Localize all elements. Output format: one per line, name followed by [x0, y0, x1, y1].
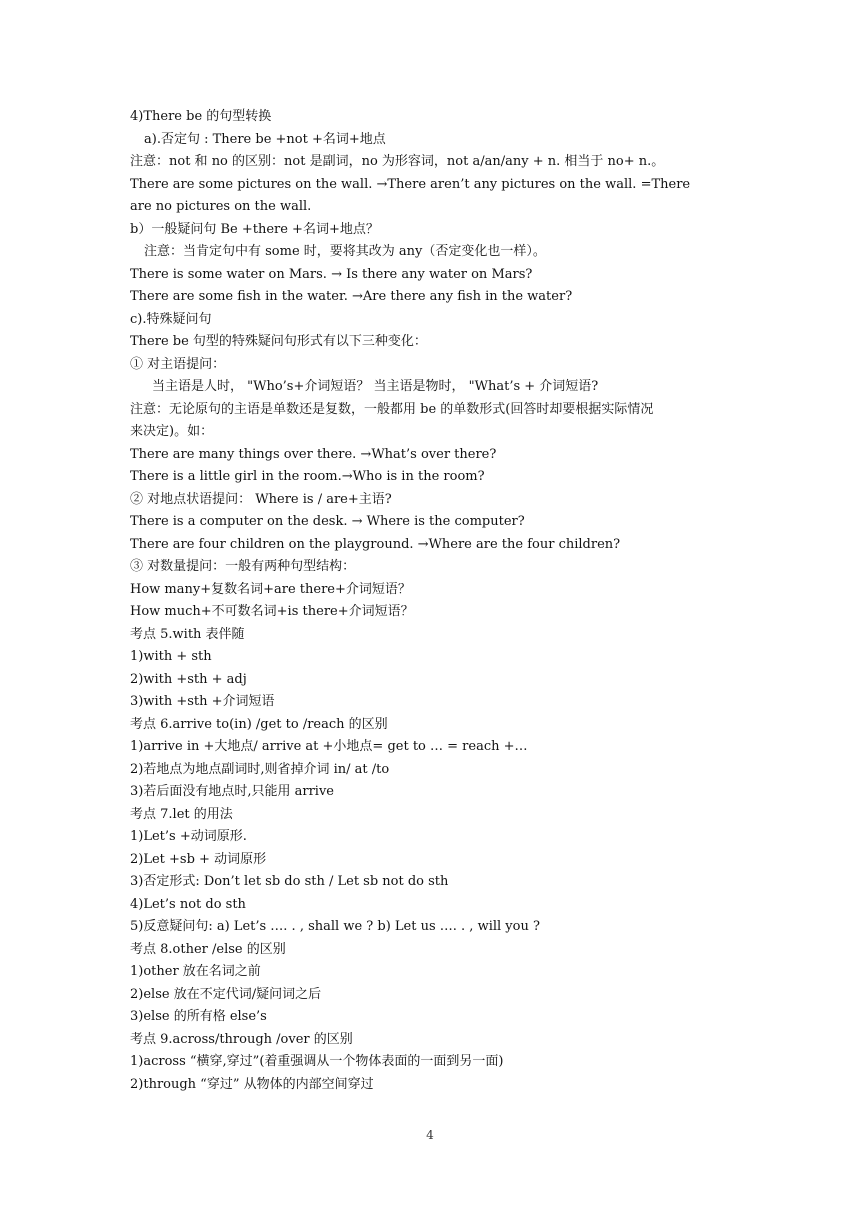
text-line: b）一般疑问句 Be +there +名词+地点？ [130, 221, 379, 237]
text-line: 当主语是人时， "Who’s+介词短语？ 当主语是物时， "What’s + 介词短语? [152, 379, 599, 394]
text-line: 2)若地点为地点副词时,则省掉介词 in/ at /to [130, 761, 390, 777]
text-line: 考点 9.across/through /over 的区别 [130, 1031, 353, 1047]
text-line: ② 对地点状语提问： Where is / are+主语? [130, 491, 392, 507]
page-number: 4 [426, 1128, 434, 1142]
text-line: 注意：not 和 no 的区别：not 是副词，no 为形容词，not a/an/any + n. 相当于 no+ n.。 [130, 154, 665, 169]
text-line: 4)There be 的句型转换 [130, 109, 272, 124]
text-line: 来决定)。如： [130, 424, 214, 439]
text-line: There are some pictures on the wall. →There aren’t any pictures on the wall. =There [130, 176, 691, 192]
text-line: How many+复数名词+are there+介词短语？ [130, 581, 411, 597]
text-line: 考点 7.let 的用法 [130, 806, 233, 822]
text-line: ③ 对数量提问：一般有两种句型结构： [130, 559, 356, 574]
text-line: 1)arrive in +大地点/ arrive at +小地点= get to … = reach +… [130, 739, 528, 754]
text-line: 1)across “横穿,穿过”(着重强调从一个物体表面的一面到另一面) [130, 1054, 504, 1069]
text-line: 考点 8.other /else 的区别 [130, 941, 286, 957]
text-line: 注意：当肯定句中有 some 时，要将其改为 any（否定变化也一样）。 [144, 244, 546, 259]
text-line: There be 句型的特殊疑问句形式有以下三种变化： [130, 334, 427, 349]
text-line: 3)with +sth +介词短语 [130, 694, 275, 709]
text-line: 3)否定形式: Don’t let sb do sth / Let sb not do sth [130, 874, 449, 889]
text-line: There is a little girl in the room.→Who is in the room? [130, 469, 485, 484]
text-line: 2)through “穿过” 从物体的内部空间穿过 [130, 1076, 374, 1092]
text-line: a).否定句 : There be +not +名词+地点 [144, 131, 386, 147]
text-line: 5)反意疑问句: a) Let’s …. . , shall we ? b) Let us …. . , will you ? [130, 919, 540, 934]
text-line: 2)else 放在不定代词/疑问词之后 [130, 986, 322, 1002]
text-line: 1)with + sth [130, 649, 212, 664]
text-line: 2)with +sth + adj [130, 671, 247, 687]
text-line: There is some water on Mars. → Is there any water on Mars? [130, 266, 533, 282]
text-line: 2)Let +sb + 动词原形 [130, 851, 267, 867]
text-line: are no pictures on the wall. [130, 199, 312, 214]
text-line: There are many things over there. →What’s over there? [130, 446, 497, 462]
text-line: 考点 6.arrive to(in) /get to /reach 的区别 [130, 716, 388, 732]
text-line: 3)若后面没有地点时,只能用 arrive [130, 784, 334, 799]
text-line: How much+不可数名词+is there+介词短语？ [130, 604, 414, 619]
text-line: 3)else 的所有格 else’s [130, 1009, 267, 1024]
text-line: c).特殊疑问句 [130, 311, 212, 327]
text-line: 1)Let’s +动词原形. [130, 829, 247, 844]
document-body [130, 106, 760, 1096]
text-line: 4)Let’s not do sth [130, 896, 246, 912]
text-line: 注意：无论原句的主语是单数还是复数，一般都用 be 的单数形式(回答时却要根据实际情况 [130, 401, 654, 417]
text-line: ① 对主语提问： [130, 356, 226, 372]
text-line: There is a computer on the desk. → Where is the computer? [130, 514, 525, 529]
text-line: 1)other 放在名词之前 [130, 964, 261, 979]
text-line: 考点 5.with 表伴随 [130, 626, 245, 642]
text-line: There are some fish in the water. →Are there any fish in the water? [130, 289, 573, 304]
text-line: There are four children on the playground. →Where are the four children? [130, 536, 621, 552]
